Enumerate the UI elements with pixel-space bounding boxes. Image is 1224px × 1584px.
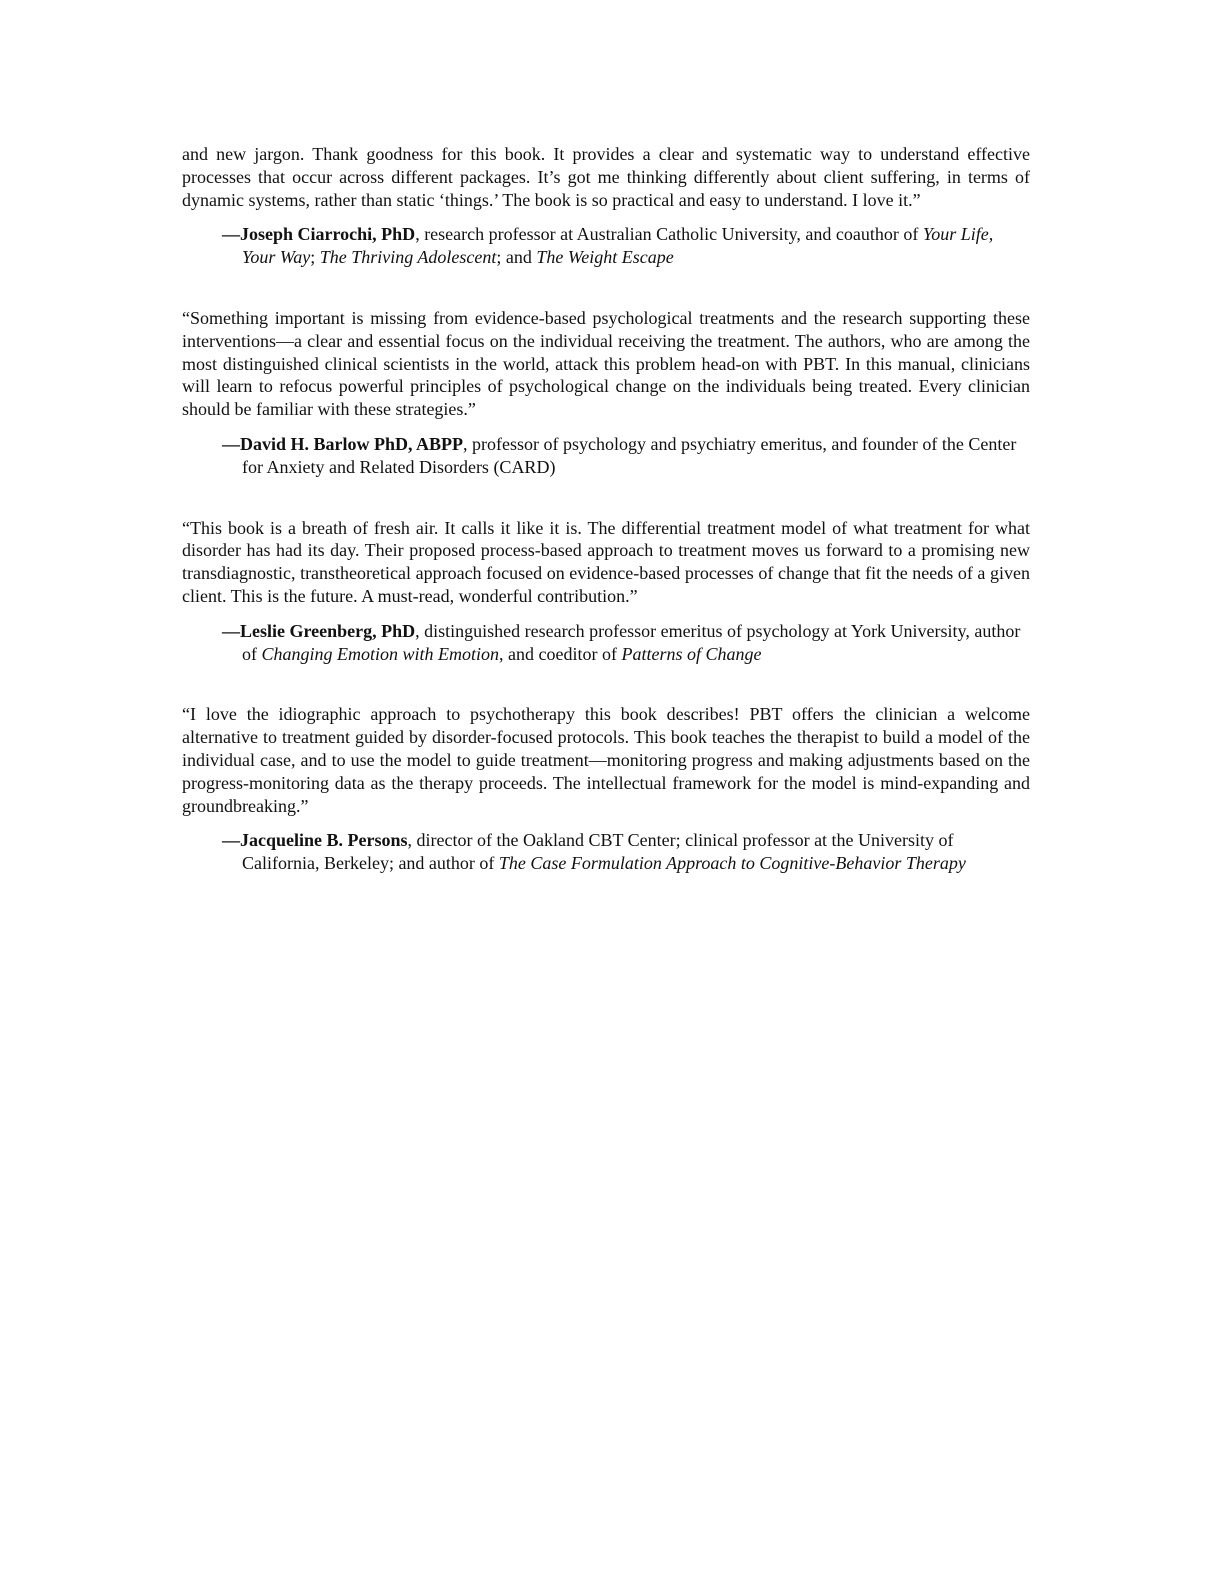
separator-text: ; <box>310 247 320 268</box>
book-title: Changing Emotion with Emotion <box>261 643 500 664</box>
author-name: Leslie Greenberg, PhD <box>240 620 416 641</box>
attribution-dash: — <box>222 830 240 851</box>
separator-text: ; and <box>496 247 537 268</box>
book-title: Patterns of Change <box>621 643 762 664</box>
attribution-dash: — <box>222 620 240 641</box>
blurb-ciarrochi <box>182 143 1030 269</box>
blurb-attribution <box>182 223 1030 269</box>
blurb-quote: and new jargon. Thank goodness for this book. It provides a clear and systematic way to understand effective processes that occur across different packages. It’s got me thinking differently about client suffering, in terms of dynamic systems, rather than static ‘things.’ The book is so practical and easy to understand. I love it.” <box>182 144 1030 210</box>
blurb-greenberg <box>182 517 1030 666</box>
blurb-quote: “I love the idiographic approach to psychotherapy this book describes! PBT offers the clinician a welcome alternative to treatment guided by disorder-focused protocols. This book teaches the therapist to build a model of the individual case, and to use the model to guide treatment—monitoring progress and making adjustments based on the progress-monitoring data as the therapy proceeds. The intellectual framework for the model is mind-expanding and groundbreaking.” <box>182 704 1030 816</box>
author-name: Joseph Ciarrochi, PhD <box>240 224 416 245</box>
blurb-quote: “This book is a breath of fresh air. It calls it like it is. The differential treatment model of what treatment for what disorder has had its day. Their proposed process-based approach to treatment moves us forward to a promising new transdiagnostic, transtheoretical approach focused on evidence-based processes of change that fit the needs of a given client. This is the future. A must-read, wonderful contribution.” <box>182 517 1030 606</box>
blurb-attribution <box>182 620 1030 666</box>
separator-text: , and coeditor of <box>499 643 622 664</box>
book-title: Your Life, Your Way <box>242 224 994 268</box>
book-title: The Thriving Adolescent <box>319 247 497 268</box>
author-credential: , research professor at Australian Catholic University, and coauthor of <box>415 224 923 245</box>
author-credential: , director of the Oakland CBT Center; clinical professor at the University of California, Berkeley; and author of <box>242 830 954 874</box>
blurb-attribution <box>182 829 1030 875</box>
blurb-attribution <box>182 433 1030 479</box>
author-credential: , professor of psychology and psychiatry emeritus, and founder of the Center for Anxiety and Related Disorders (CARD) <box>242 433 1017 477</box>
book-title: The Weight Escape <box>536 247 674 268</box>
attribution-dash: — <box>222 224 240 245</box>
author-name: David H. Barlow PhD, ABPP <box>240 433 464 454</box>
author-credential: , distinguished research professor emeritus of psychology at York University, author of <box>242 620 1021 664</box>
blurb-quote: “Something important is missing from evidence-based psychological treatments and the research supporting these interventions—a clear and essential focus on the individual receiving the treatment. The authors, who are among the most distinguished clinical scientists in the world, attack this problem head-on with PBT. In this manual, clinicians will learn to refocus powerful principles of psychological change on the individuals being treated. Every clinician should be familiar with these strategies.” <box>182 307 1030 420</box>
blurb-page <box>182 143 1030 913</box>
blurb-barlow <box>182 307 1030 479</box>
book-title: The Case Formulation Approach to Cognitive-Behavior Therapy <box>498 853 966 874</box>
attribution-dash: — <box>222 433 240 454</box>
author-name: Jacqueline B. Persons <box>240 830 408 851</box>
blurb-persons <box>182 703 1030 875</box>
